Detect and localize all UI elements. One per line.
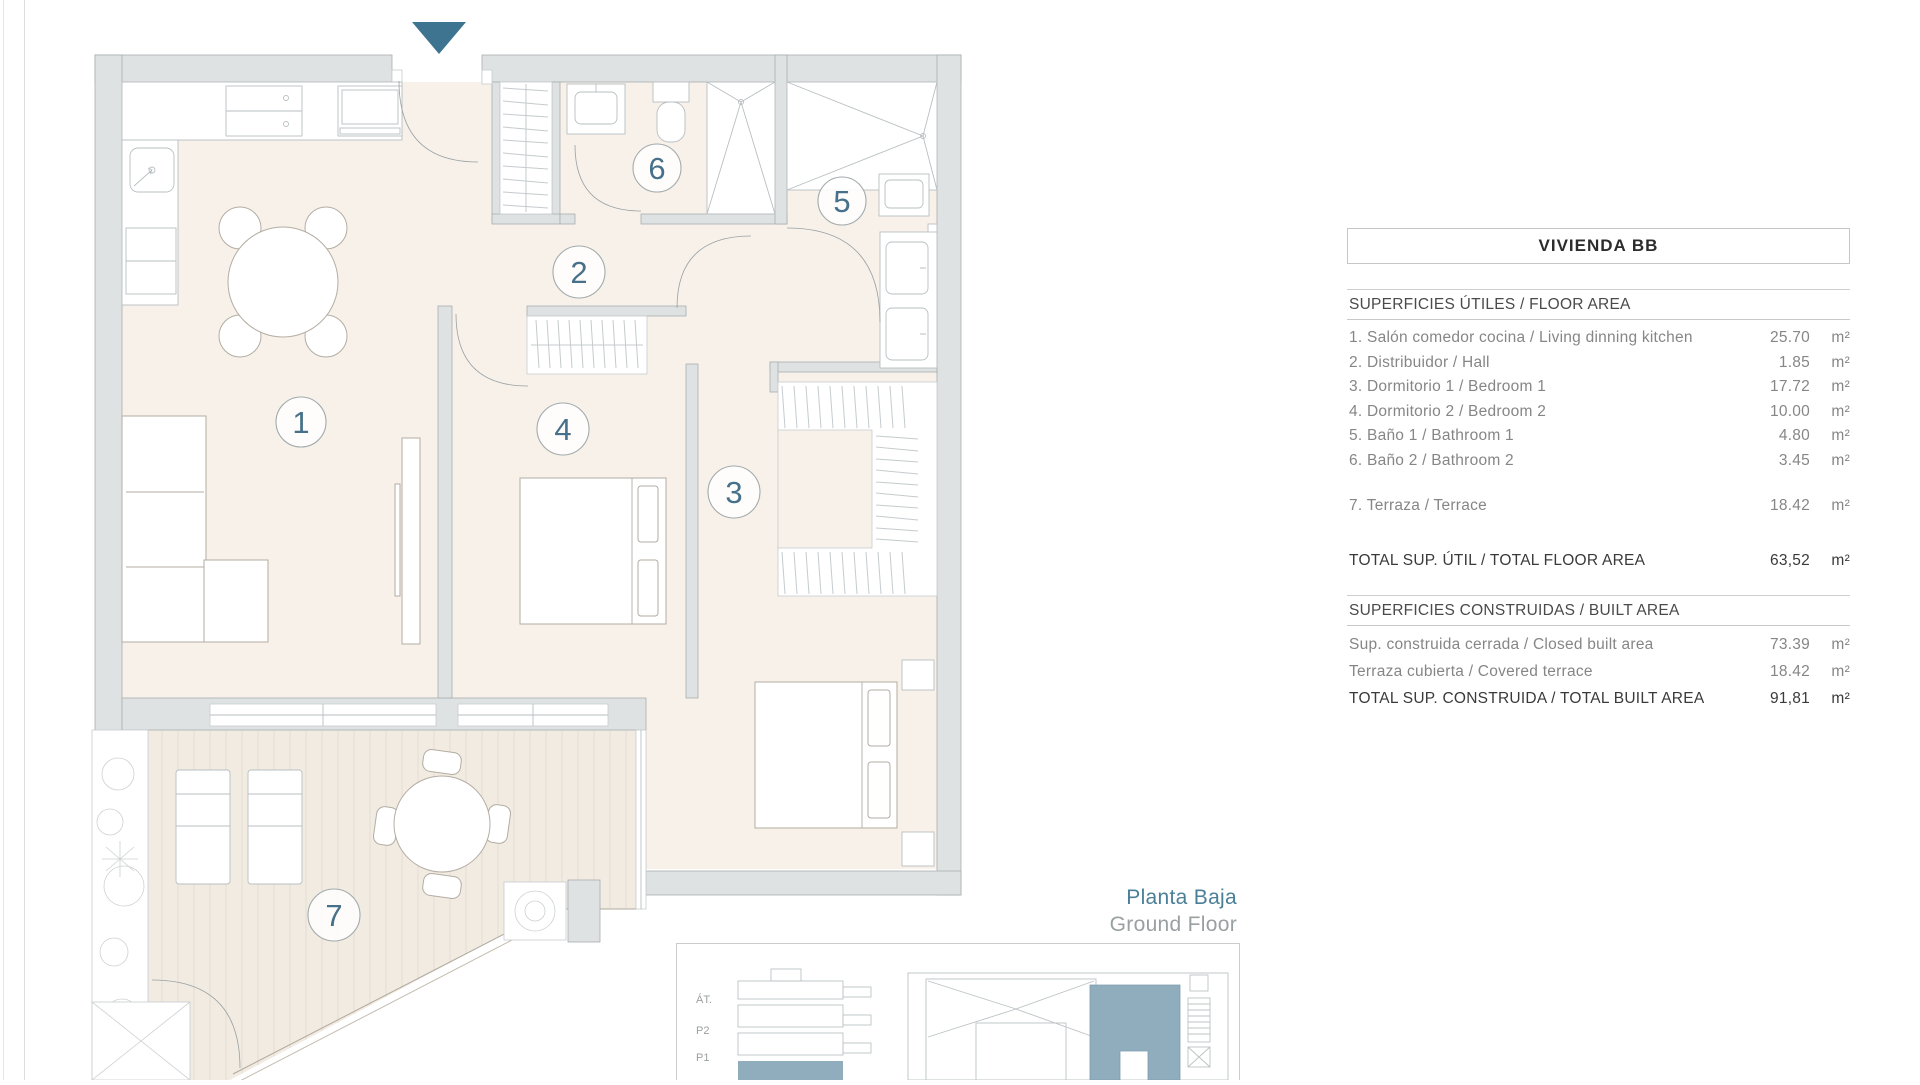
row-value: 18.42 [1769, 497, 1810, 514]
page-edge-line [3, 0, 4, 1080]
room-label-2: 2 [570, 255, 588, 290]
terrace-garden-box [92, 1002, 190, 1080]
unit-title: VIVIENDA BB [1347, 228, 1850, 264]
table-row [1347, 659, 1850, 686]
total-built-area-row [1347, 685, 1850, 712]
total-floor-area-row [1347, 549, 1850, 574]
row-label: 3. Dormitorio 1 / Bedroom 1 [1349, 378, 1547, 395]
floor-caption-en: Ground Floor [1109, 913, 1237, 936]
row-unit: m² [1831, 329, 1850, 346]
terrace-row [1347, 494, 1850, 519]
row-label: Sup. construida cerrada / Closed built area [1349, 636, 1654, 653]
row-value: 1.85 [1778, 353, 1810, 371]
level-label-p1: P1 [696, 1052, 710, 1064]
level-label-p2: P2 [696, 1025, 710, 1037]
built-area-section [1347, 595, 1850, 712]
table-row [1347, 375, 1850, 400]
floor-plan [90, 14, 970, 1080]
key-plan [676, 943, 1240, 1080]
total-label: TOTAL SUP. CONSTRUIDA / TOTAL BUILT AREA [1349, 690, 1705, 707]
bedroom2-bed [520, 478, 666, 624]
row-unit: m² [1831, 636, 1850, 653]
floor-caption-es: Planta Baja [1126, 886, 1237, 909]
table-row [1347, 449, 1850, 474]
row-unit: m² [1831, 353, 1850, 371]
table-row [1347, 400, 1850, 425]
row-value: 25.70 [1769, 329, 1810, 346]
row-value: 10.00 [1769, 402, 1810, 420]
total-label: TOTAL SUP. ÚTIL / TOTAL FLOOR AREA [1349, 551, 1646, 569]
built-area-heading: SUPERFICIES CONSTRUIDAS / BUILT AREA [1347, 596, 1850, 626]
terrace-planter-box [504, 882, 566, 940]
hall-closet [500, 82, 552, 214]
total-value: 91,81 [1769, 690, 1810, 707]
table-row [1347, 632, 1850, 659]
row-value: 18.42 [1769, 662, 1810, 680]
table-row [1347, 424, 1850, 449]
row-value: 4.80 [1778, 427, 1810, 444]
row-value: 17.72 [1769, 378, 1810, 395]
floor-area-heading: SUPERFICIES ÚTILES / FLOOR AREA [1347, 290, 1850, 320]
row-label: 6. Baño 2 / Bathroom 2 [1349, 451, 1514, 469]
areas-table [1347, 228, 1850, 712]
level-label-atico: ÁT. [696, 994, 712, 1006]
room-label-1: 1 [292, 405, 310, 440]
table-row [1347, 326, 1850, 351]
row-unit: m² [1831, 427, 1850, 444]
room-label-4: 4 [554, 412, 572, 447]
row-unit: m² [1831, 497, 1850, 514]
room-label-5: 5 [833, 184, 851, 219]
table-row [1347, 351, 1850, 376]
row-unit: m² [1831, 402, 1850, 420]
row-label: 1. Salón comedor cocina / Living dinning kitchen [1349, 329, 1693, 346]
bedroom1-closet [778, 382, 937, 596]
entrance-arrow-icon [412, 22, 466, 54]
total-unit: m² [1831, 551, 1850, 569]
floor-plan-drawing [90, 14, 970, 1080]
floor-caption [987, 884, 1237, 938]
total-value: 63,52 [1769, 551, 1810, 569]
row-label: Terraza cubierta / Covered terrace [1349, 662, 1593, 680]
dining-table [219, 207, 347, 357]
row-value: 3.45 [1778, 451, 1810, 469]
row-unit: m² [1831, 662, 1850, 680]
room-label-7: 7 [325, 898, 343, 933]
row-label: 7. Terraza / Terrace [1349, 497, 1487, 514]
key-plan-drawing [676, 943, 1240, 1080]
row-unit: m² [1831, 378, 1850, 395]
row-value: 73.39 [1769, 636, 1810, 653]
built-area-rows [1347, 626, 1850, 685]
row-unit: m² [1831, 451, 1850, 469]
room-label-3: 3 [725, 475, 743, 510]
row-label: 4. Dormitorio 2 / Bedroom 2 [1349, 402, 1547, 420]
room-label-6: 6 [648, 151, 666, 186]
bedroom2-closet [527, 316, 647, 374]
total-unit: m² [1831, 690, 1850, 707]
highlighted-ground-floor [738, 1061, 843, 1080]
floor-area-rows [1347, 320, 1850, 473]
row-label: 2. Distribuidor / Hall [1349, 353, 1490, 371]
page-margin-line [24, 0, 25, 1080]
row-label: 5. Baño 1 / Bathroom 1 [1349, 427, 1514, 444]
